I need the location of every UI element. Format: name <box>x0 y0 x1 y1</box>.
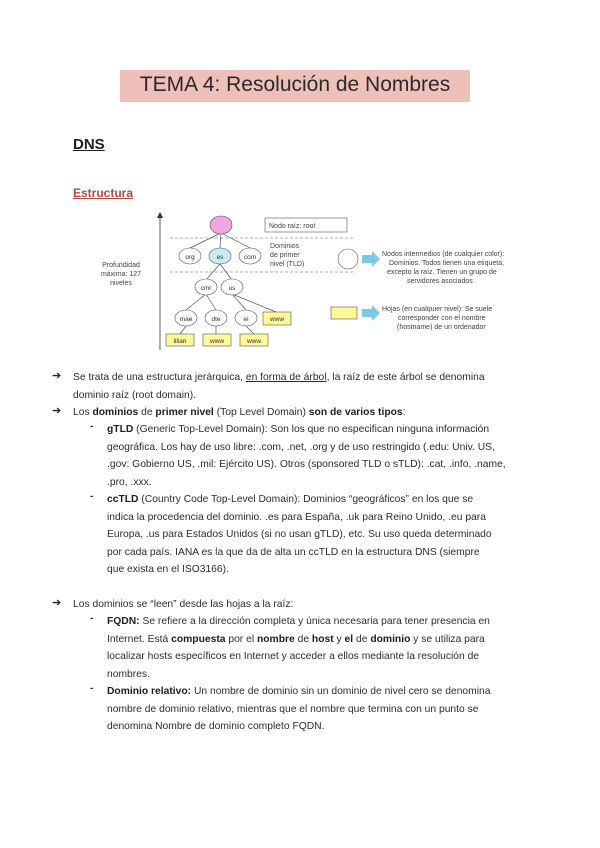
depth-label-line-2: máxima: 127 <box>100 271 142 278</box>
arrow-bullet-icon: ➔ <box>52 597 62 609</box>
legend-node-sample <box>338 249 358 269</box>
arrow-bullet-icon: ➔ <box>52 405 62 417</box>
tld-node-label: es <box>216 254 224 261</box>
third-level-node-label: ei <box>243 316 249 323</box>
tld-label-line-2: de primer <box>270 252 300 259</box>
section-heading-dns: DNS <box>73 136 105 153</box>
root-node <box>210 216 232 234</box>
relative-domain-paragraph: Dominio relativo: Un nombre de dominio sin un dominio de nivel cero se denomina nombre de dominio relativo, mientras que el nombre que termina con un punto se denomina Nombre de dominio completo FQDN. <box>107 686 491 732</box>
leaf-box-label: lilian <box>173 338 187 345</box>
legend-node-line-1: Nodos intermedios (de cualquier color): <box>382 251 505 258</box>
depth-axis-arrowhead <box>157 212 163 218</box>
dash-bullet-icon: - <box>90 491 94 502</box>
legend-leaf-line-2: corresponder con el nombre <box>398 315 486 322</box>
depth-label-line-3: niveles <box>110 280 132 287</box>
depth-label-line-1: Profundidad <box>102 262 140 269</box>
third-level-node-label: dte <box>211 316 221 323</box>
dash-bullet-icon: - <box>90 683 94 694</box>
legend-arrow-icon <box>362 305 380 321</box>
tld-label-line-3: nivel (TLD) <box>270 261 305 268</box>
dns-tree-diagram <box>0 210 600 350</box>
tld-node-label: org <box>185 254 195 261</box>
dash-bullet-icon: - <box>90 613 94 624</box>
arrow-bullet-icon: ➔ <box>52 370 62 382</box>
root-label: Nodo raíz: root <box>269 223 316 230</box>
legend-leaf-line-1: Hojas (en cualquier nivel): Se suele <box>382 306 493 313</box>
second-level-node-label: us <box>228 285 236 292</box>
cctld-paragraph: ccTLD (Country Code Top-Level Domain): Dominios “geográficos” en los que se indica la procedencia del dominio. .es para España, .uk para Reino Unido, .eu para Europa, .us para Estados Unidos (si no usan gTLD), etc. Su uso queda determinado por cada país. IANA es la que da de alta un ccTLD en la estructura DNS (siempre que exista en el ISO3166). <box>107 494 492 575</box>
legend-leaf-sample <box>331 307 357 319</box>
leaf-box-label: www <box>246 338 262 345</box>
legend-node-line-3: excepto la raíz. Tienen un grupo de <box>387 269 497 276</box>
gtld-paragraph: gTLD (Generic Top-Level Domain): Son los que no especifican ninguna información geográfica. Los hay de uso libre: .com, .net, .org y de uso restringido (.edu: Univ. US, .gov: Gobierno US, .mil: Ejército US). Otros (sponsored TLD o sTLD): .cat, .info, .name, .pro, .xxx. <box>107 424 506 488</box>
legend-node-line-2: Dominios. Todos tienen una etiqueta, <box>389 260 505 267</box>
legend-arrow-icon <box>362 251 380 267</box>
page-title: TEMA 4: Resolución de Nombres <box>139 73 451 96</box>
leaf-box-label: www <box>269 316 285 323</box>
leaf-box-label: www <box>209 338 225 345</box>
subsection-heading-estructura: Estructura <box>73 186 134 200</box>
second-level-node-label: cmr <box>200 285 212 292</box>
legend-node-line-4: servidores asociados <box>407 278 473 285</box>
fqdn-paragraph: FQDN: Se refiere a la dirección completa y única necesaria para tener presencia en Internet. Está compuesta por el nombre de host y el de dominio y se utiliza para localizar hosts específicos en Internet y acceder a ellos mediante la resolución de nombres. <box>107 616 490 680</box>
tld-label-line-1: Dominios <box>270 243 300 250</box>
bullet-read-order-text: Los dominios se “leen” desde las hojas a la raíz: <box>73 599 294 610</box>
third-level-node-label: mae <box>179 316 193 323</box>
dash-bullet-icon: - <box>90 421 94 432</box>
bullet-tld-text: Los dominios de primer nivel (Top Level Domain) son de varios tipos: <box>73 407 406 418</box>
tld-node-label: com <box>243 254 257 261</box>
bullet-structure-text: Se trata de una estructura jerárquica, en forma de árbol, la raíz de este árbol se denomina dominio raíz (root domain). <box>73 372 485 401</box>
legend-leaf-line-3: (hostname) de un ordenador <box>397 324 486 331</box>
